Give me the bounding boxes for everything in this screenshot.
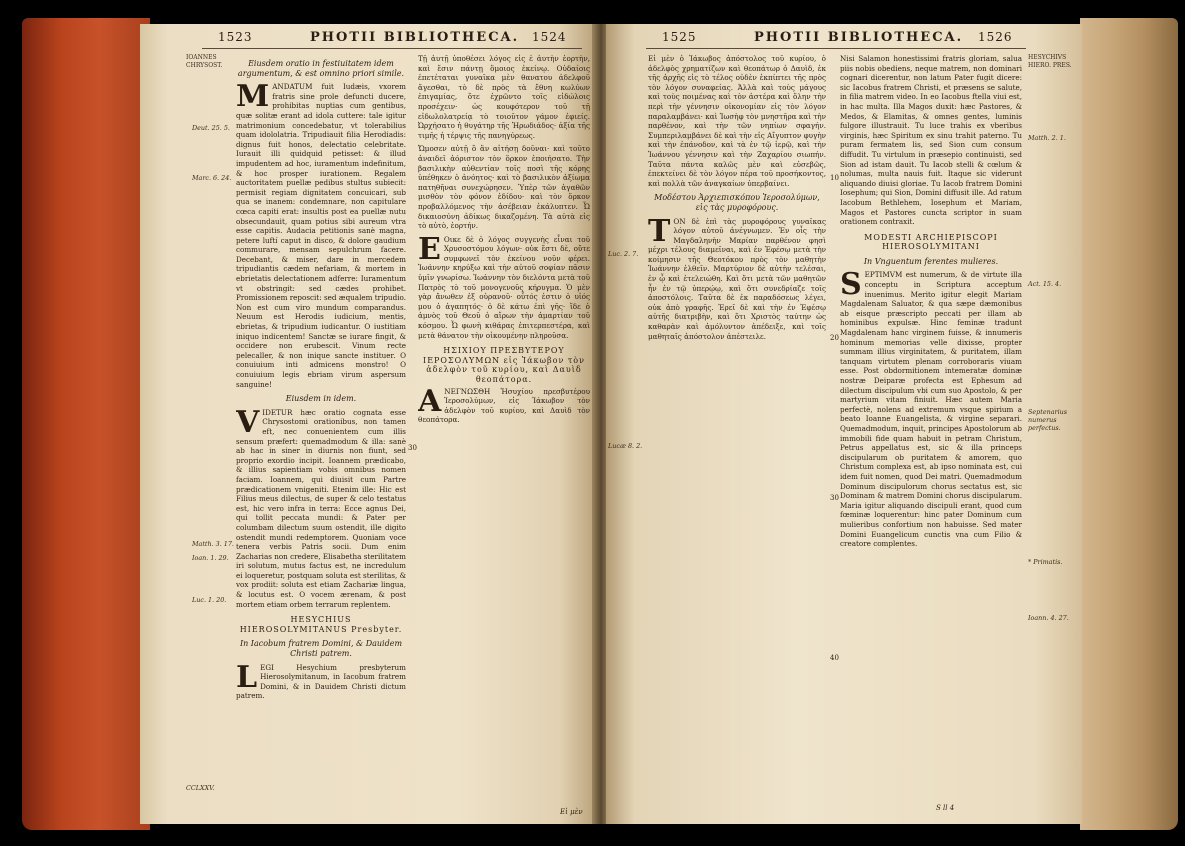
margin-note: Act. 15. 4. — [1028, 280, 1062, 288]
margin-note: Matth. 2. 1. — [1028, 134, 1066, 142]
margin-note: Luc. 1. 20. — [192, 596, 227, 604]
latin-author-heading: MODESTI ARCHIEPISCOPI HIEROSOLYMITANI — [864, 232, 998, 252]
left-running-title: PHOTII BIBLIOTHECA. — [310, 30, 520, 45]
greek-column — [648, 54, 826, 824]
latin-column — [840, 54, 1022, 824]
latin-paragraph: LEGI Hesychium presbyterum Hierosolymitanum, in Iacobum fratrem Domini, & in Dauidem Christi dictum patrem. — [236, 659, 406, 701]
line-marker: 30 — [408, 444, 417, 452]
greek-paragraph: Τῇ ἀυτῇ ὑποθέσει λόγος εἰς ἑ ἀυτὴν ἑορτὴν, καὶ ἔσιν πάντῃ ὅμοιος ἐκείνῳ. Οὐδαίοις ἐπετέταται γυναῖκα μὲν θανατου ἀδελφοῦ ἄγεσθαι, τὸ δὲ πρὸς τὰ ἔθνη κωλύων ἐπιγαμίας, ὅτε ἐχρῶντο τοῖς εἰδώλοις προσέχειν· ὡς κουφότερον τοῦ τῇ εἰδωλολατρείᾳ τὸ τοιοῦτον γάμον ἐφιείς. Ὠρχήσατο ἡ θυγάτηρ τῆς Ἡρωδιάδος· ἀξία τῆς τιμῆς ἡ τέρψις τῆς πανηγύρεως. — [418, 54, 590, 140]
latin-heading: Eiusdem oratio in festiuitatem idem argumentum, & est omnino priori simile. — [237, 59, 405, 78]
author-note: IOANNES CHRYSOST. — [186, 54, 223, 69]
header-rule — [646, 48, 1026, 49]
latin-column — [236, 54, 406, 824]
margin-note: Ioan. 1. 29. — [192, 554, 229, 562]
margin-note: Deut. 25. 5. — [192, 124, 230, 132]
left-page-edges — [22, 18, 150, 830]
line-marker: 40 — [830, 654, 839, 662]
margin-note: Septenarius numerus perfectus. — [1028, 408, 1068, 432]
greek-paragraph: Ὤμοσεν αὐτῇ ὃ ἂν αἰτήσῃ δοῦναι· καὶ τοῦτο ἀναιδεῖ ἀόριστον τὸν ὅρκον ἐποιήσατο. Τὴν βασιλικὴν αὐθεντίαν τοῖς ποσὶ τῆς κόρης ὑπέθηκεν ὁ ἀνόητος· καὶ τὸ βασιλικὸν ἀξίωμα πατηθῆναι συνεχώρησεν. Ὑπὲρ τῶν ἀγαθῶν μισθὸν τὸν φόνον ἐδίδου· καὶ τὸν ὅρκον προβαλλόμενος τὴν ἀσέβειαν ἐκάλυπτεν. Ὦ δικαιοσύνη ἀδίκως δικαζομένη. Τὰ αὐτὰ εἰς τὸ αὐτὸ, ἑορτήν. — [418, 144, 590, 231]
line-marker: 20 — [830, 334, 839, 342]
latin-author-heading: HESYCHIUS HIEROSOLYMITANUS Presbyter. — [239, 615, 403, 634]
left-page — [140, 24, 596, 824]
latin-italic-heading: In Vnguentum ferentes mulieres. — [863, 256, 999, 266]
signature-mark: S ll 4 — [936, 804, 955, 812]
latin-paragraph: MANDATUM fuit Iudæis, vxorem fratris sine prole defuncti ducere, prohibitas nuptias cum gentibus, quæ solitæ erant ad idola cuttere: tale igitur matrimonium concedebatur, vt tolerabilius quam idololatria. Tripudiauit filia Herodiadis: dignus fuit honos, delectatio celebritate. Iurauit illi quidquid petisset: & illud impudentem ad hoc, iuramentum indefinitum, & hoc prosper iurationem. Regalem auctoritatem puellæ pedibus stultus subiecit: permisit regiam dignitatem concuicari, sub qua se inanem: condemnare, non capitulare cœca capiti erat: insultis post ea puellæ nutu obsecundauit, quam potius sibi aureum vtra esse capitis. Audacia petitionis sanè magna, petere luftí caput in disco, & dolore gaudium commurare, mensam sepulchrum facere. Decebant, & miser, dare in mercedem tripudiantis cædem nefariam, & mortem in ebrietatis delectationem adferre: Iuramentum vt obstringit: sed cædes prohibet. Promissionem reposcit: sed æqualem tripudio. Non est cum viro mundum comparandus. Neuum est Herodis iudicium, mentis, ebrietas, & tripudium iudicantur. O iustitiam iniquo indicentem! Sanctæ se iurare fingit, & occidere non erubescit. Vinum recte pelecaller, & non inique sancte instituer. O conuiuium inti admicens monstro! O conuiuium legis ebriam virum aspersum sanguine! — [236, 79, 406, 389]
left-col-page-number: 1524 — [532, 30, 567, 44]
right-page — [606, 24, 1082, 824]
catchword: Εἰ μὲν — [560, 808, 583, 816]
margin-note: Lucæ 8. 2. — [608, 442, 643, 450]
right-page-number: 1525 — [662, 30, 697, 44]
greek-paragraph: Εἰ μὲν ὁ Ἰάκωβος ἀπόστολος τοῦ κυρίου, ὁ ἀδελφὸς χρηματίζων καὶ θεοπάτωρ ὁ Δαυὶδ, ἐκ τῆς ἀρχῆς εἰς τὸ τέλος οὐδὲν ἐκπίπτει τῆς πρὸς τὸν λόγον συναφείας. Ἀλλὰ καὶ τοὺς μάγους καὶ τοὺς ποιμένας καὶ τὸν ἀστέρα καὶ ὅλην τὴν περὶ τὴν γέννησιν οἰκονομίαν εἰς τὸν λόγον παραλαμβάνει· καὶ Ἰωσὴφ τὸν μνηστῆρα καὶ τὴν παρθένον, καὶ τὴν τῶν νηπίων σφαγήν. Συμπεριλαμβάνει δὲ καὶ τὴν εἰς Αἴγυπτον φυγὴν καὶ τὴν ἐπάνοδον, καὶ τὰ ἐν τῷ ἱερῷ, καὶ τὴν Ἰωάννου γέννησιν καὶ τὴν Ζαχαρίου σιωπήν. Ταῦτα πάντα καλῶς μὲν καὶ εὐσεβῶς, ἐπεκτείνει δὲ τὸν λόγον πέρα τοῦ προσήκοντος, καὶ πολλὰ τῶν ἀναγκαίων ὑπερβαίνει. — [648, 54, 826, 188]
author-note: HESYCHIVS HIERO. PRES. — [1028, 54, 1072, 69]
margin-note: Marc. 6. 24. — [192, 174, 232, 182]
latin-italic-heading: In Iacobum fratrem Domini, & Dauidem Christi patrem. — [239, 639, 403, 659]
header-rule — [202, 48, 582, 49]
margin-note: Ioann. 4. 27. — [1028, 614, 1069, 622]
latin-subheading: Eiusdem in idem. — [285, 394, 357, 404]
line-marker: 10 — [830, 174, 839, 182]
right-running-title: PHOTII BIBLIOTHECA. — [754, 30, 964, 45]
greek-column — [418, 54, 590, 824]
codex-number: CCLXXV. — [186, 784, 215, 792]
line-marker: 30 — [830, 494, 839, 502]
right-col-page-number: 1526 — [978, 30, 1013, 44]
greek-paragraph: ΑΝΕΓΝΩΣΘΗ Ἡσυχίου πρεσβυτέρου Ἱεροσολύμων, εἰς Ἰάκωβον τὸν ἀδελφὸν τοῦ κυρίου, καὶ Δαυὶδ τὸν θεοπάτορα. — [418, 383, 590, 425]
margin-note: Matth. 3. 17. — [192, 540, 234, 548]
latin-paragraph: Nisi Salamon honestissimi fratris gloriam, salua piis nobis obediens, neque matrem, non dominari cognari dicerentur, non latum Pater fugit dicere: sic Iacobus fratrem Christi, et præsens se salute, in filia matrem video. In eo Iacobus ftella viui est, in hac multa. Illa Magos duxit: hæc Pastores, & Medos, & Elamitas, & omnes gentes, luminis fulgore illustrauit. Tu luce trahis ex vberibus virginis, hæc Spiritum ex sinu trahit paterno. Tu puram fermatem lis, sed Sion cum consum diffudit. Tu virtulum in præsepio continuisti, sed Sion ad istam dauit. Tu Iacob stelli & cœlum & nolumas, multa nauis fuit. Itaque sic viderunt aliquando diuisi gloriae. Tu Iacob fratrem Domini Iosephum; qui Sion, Domini diffusit ille. Ad ratum Iacobum Bethlehem, Iosephum et Mariam, Magos et Pastores cuncta scriptor in suam orationem contraxit. — [840, 54, 1022, 227]
greek-paragraph: ΤΟΝ δὲ ἐπὶ τὰς μυροφόρους γυναῖκας λόγον αὐτοῦ ἀνέγνωμεν. Ἐν οἷς τὴν Μαγδαληνὴν Μαρίαν παρθένον φησὶ μέχρι τέλους διαμεῖναι, καὶ ἐν Ἐφέσῳ μετὰ τὴν κοίμησιν τῆς Θεοτόκου πρὸς τὸν μαθητὴν Ἰωάννην ἐλθεῖν. Μαρτύριον δὲ αὐτὴν τελέσαι, ἐν ᾧ καὶ ἐτελειώθη. Καὶ ὅτι μετὰ τῶν μαθητῶν ἦν ἐν τῷ ὑπερῴῳ, καὶ ὅτι συνεδρίαζε τοῖς ἀποστόλοις. Ταῦτα δὲ ἐκ παραδόσεως λέγει, οὐκ ἀπὸ γραφῆς. Ἐρεῖ δὲ καὶ τὴν ἐν Ἐφέσῳ αὐτῆς διατριβὴν, καὶ ὅτι Χριστὸς ταύτην ὡς καθαρὰν καὶ ἀμόλυντον ἀπέδειξε, καὶ τοῖς μαθηταῖς ἀπόστολον ἀπέστειλε. — [648, 213, 826, 341]
latin-paragraph: VIDETUR hæc oratio cognata esse Chrysostomi orationibus, non tamen eft, nec conuenientem cum illis sensum præfert: quemadmodum & illa: sanè ab hac in siner in diurnis non fiunt, sed proprio exordio incipit. Ioannem prædicabo, & illius sapientiam vobis omnibus nomen faciam. Ioannem, qui diuisit cum Partre prædicationem vnigeniti. Etenim ille: Hic est Filius meus dilectus, de super & celo testatus est, hic vero infra in terra: Ecce agnus Dei, qui tollit peccata mundi: & Pater per columbam dilectum suum ostendit, ille digito ostendit mundi redemptorem. Quoniam voce tenera verbis Patris socii. Dum enim Zacharias non credere, Elisabetha sterilitatem iri solutum, mutus factus est, ne incredulum ei loqueretur, postquam soluta est sterilitas, & vox prodiit: soluta est etiam Zachariæ lingua, & locutus est. O vocem ærenam, & post mortem etiam orbem terrarum replentem. — [236, 404, 406, 609]
left-page-number: 1523 — [218, 30, 253, 44]
margin-note: Luc. 2. 7. — [608, 250, 639, 258]
right-page-edges — [1080, 18, 1178, 830]
latin-paragraph: SEPTIMVM est numerum, & de virtute illa conceptu in Scriptura acceptum inuenimus. Merito igitur elegit Mariam Magdalenam Saluator, & qua sæpe dæmonibus ab eisque præscripto peccati per illam ab hominibus expulsæ. Hinc feminæ tradunt Magdalenam hanc virginem fuisse, & innumeris hominum memorias velle dixisse, propter summam illius virginitatem, & puritatem, illam tanquam virtutem plenam corroboraris viuam esse. Post obdormitionem intemeratæ dominæ nostræ Deiparæ profecta est Ephesum ad dilectum discipulum vbi cum suo Apostolo, & per martyrium vitam finiuit. Hæc autem Maria perfectè, nolens ad extremum vsque spirium a beato Ioanne Euangelista, & virgine separari. Quemadmodum, inquit, principes Apostolorum ab immobili fide quam habuit in petram Christum, Petrus appellatus est, sic & illa princeps discipularum ob puritatem & amorem, quo Christum complexa est, ab ipso nominata est, cui idem fuit nomen, quod Dei matri. Quemadmodum Dominum discipulorum chorus sectatus est, sic Dominam & matrem Domini chorus discipularum. Maria igitur aliquando discipuli erant, quod cum fœminæ loquerentur: hinc pater Dominum cum mulieribus confortium non habuisse. Sed mater Domini Euangelicum cunctis vna cum Filio & creatore complentes. — [840, 267, 1022, 549]
greek-subheading: Μοδέστου Ἀρχιεπισκόπου Ἱεροσολύμων, εἰς τὰς μυροφόρους. — [654, 193, 820, 212]
greek-author-heading: ΗΣΙΧΙΟΥ ΠΡΕΣΒΥΤΕΡΟΥ ΙΕΡΟΣΟΛΥΜΩΝ εἰς Ἰάκωβον τὸν ἀδελφὸν τοῦ κυρίου, καὶ Δαυὶδ θεοπάτορα. — [423, 346, 585, 384]
greek-paragraph: Ε Οικε δὲ ὁ λόγος συγγενὴς εἶναι τοῦ Χρυσοστόμου λόγων· οὐκ ἔστι δὲ, οὔτε συμφωνεῖ τὸν ἐκείνου νοῦν φέρει. Ἰωάννην κηρύξω καὶ τὴν αὐτοῦ σοφίαν πᾶσιν ὑμῖν γνωρίσω. Ἰωάννην τὸν διελόντα μετὰ τοῦ Πατρὸς τὸ τοῦ μονογενοῦς κήρυγμα. Ὁ μὲν γὰρ ἄνωθεν ἐξ οὐρανοῦ· οὗτός ἐστιν ὁ υἱός μου ὁ ἀγαπητός· ὁ δὲ κάτω ἐπὶ γῆς· ἴδε ὁ ἀμνὸς τοῦ Θεοῦ ὁ αἴρων τὴν ἁμαρτίαν τοῦ κόσμου. Ὦ φωνὴ κιθάρας ἐπιτερπεστέρα, καὶ μετὰ θάνατον τὴν οἰκουμένην πληροῦσα. — [418, 231, 590, 340]
margin-note: * Primatis. — [1028, 558, 1063, 566]
